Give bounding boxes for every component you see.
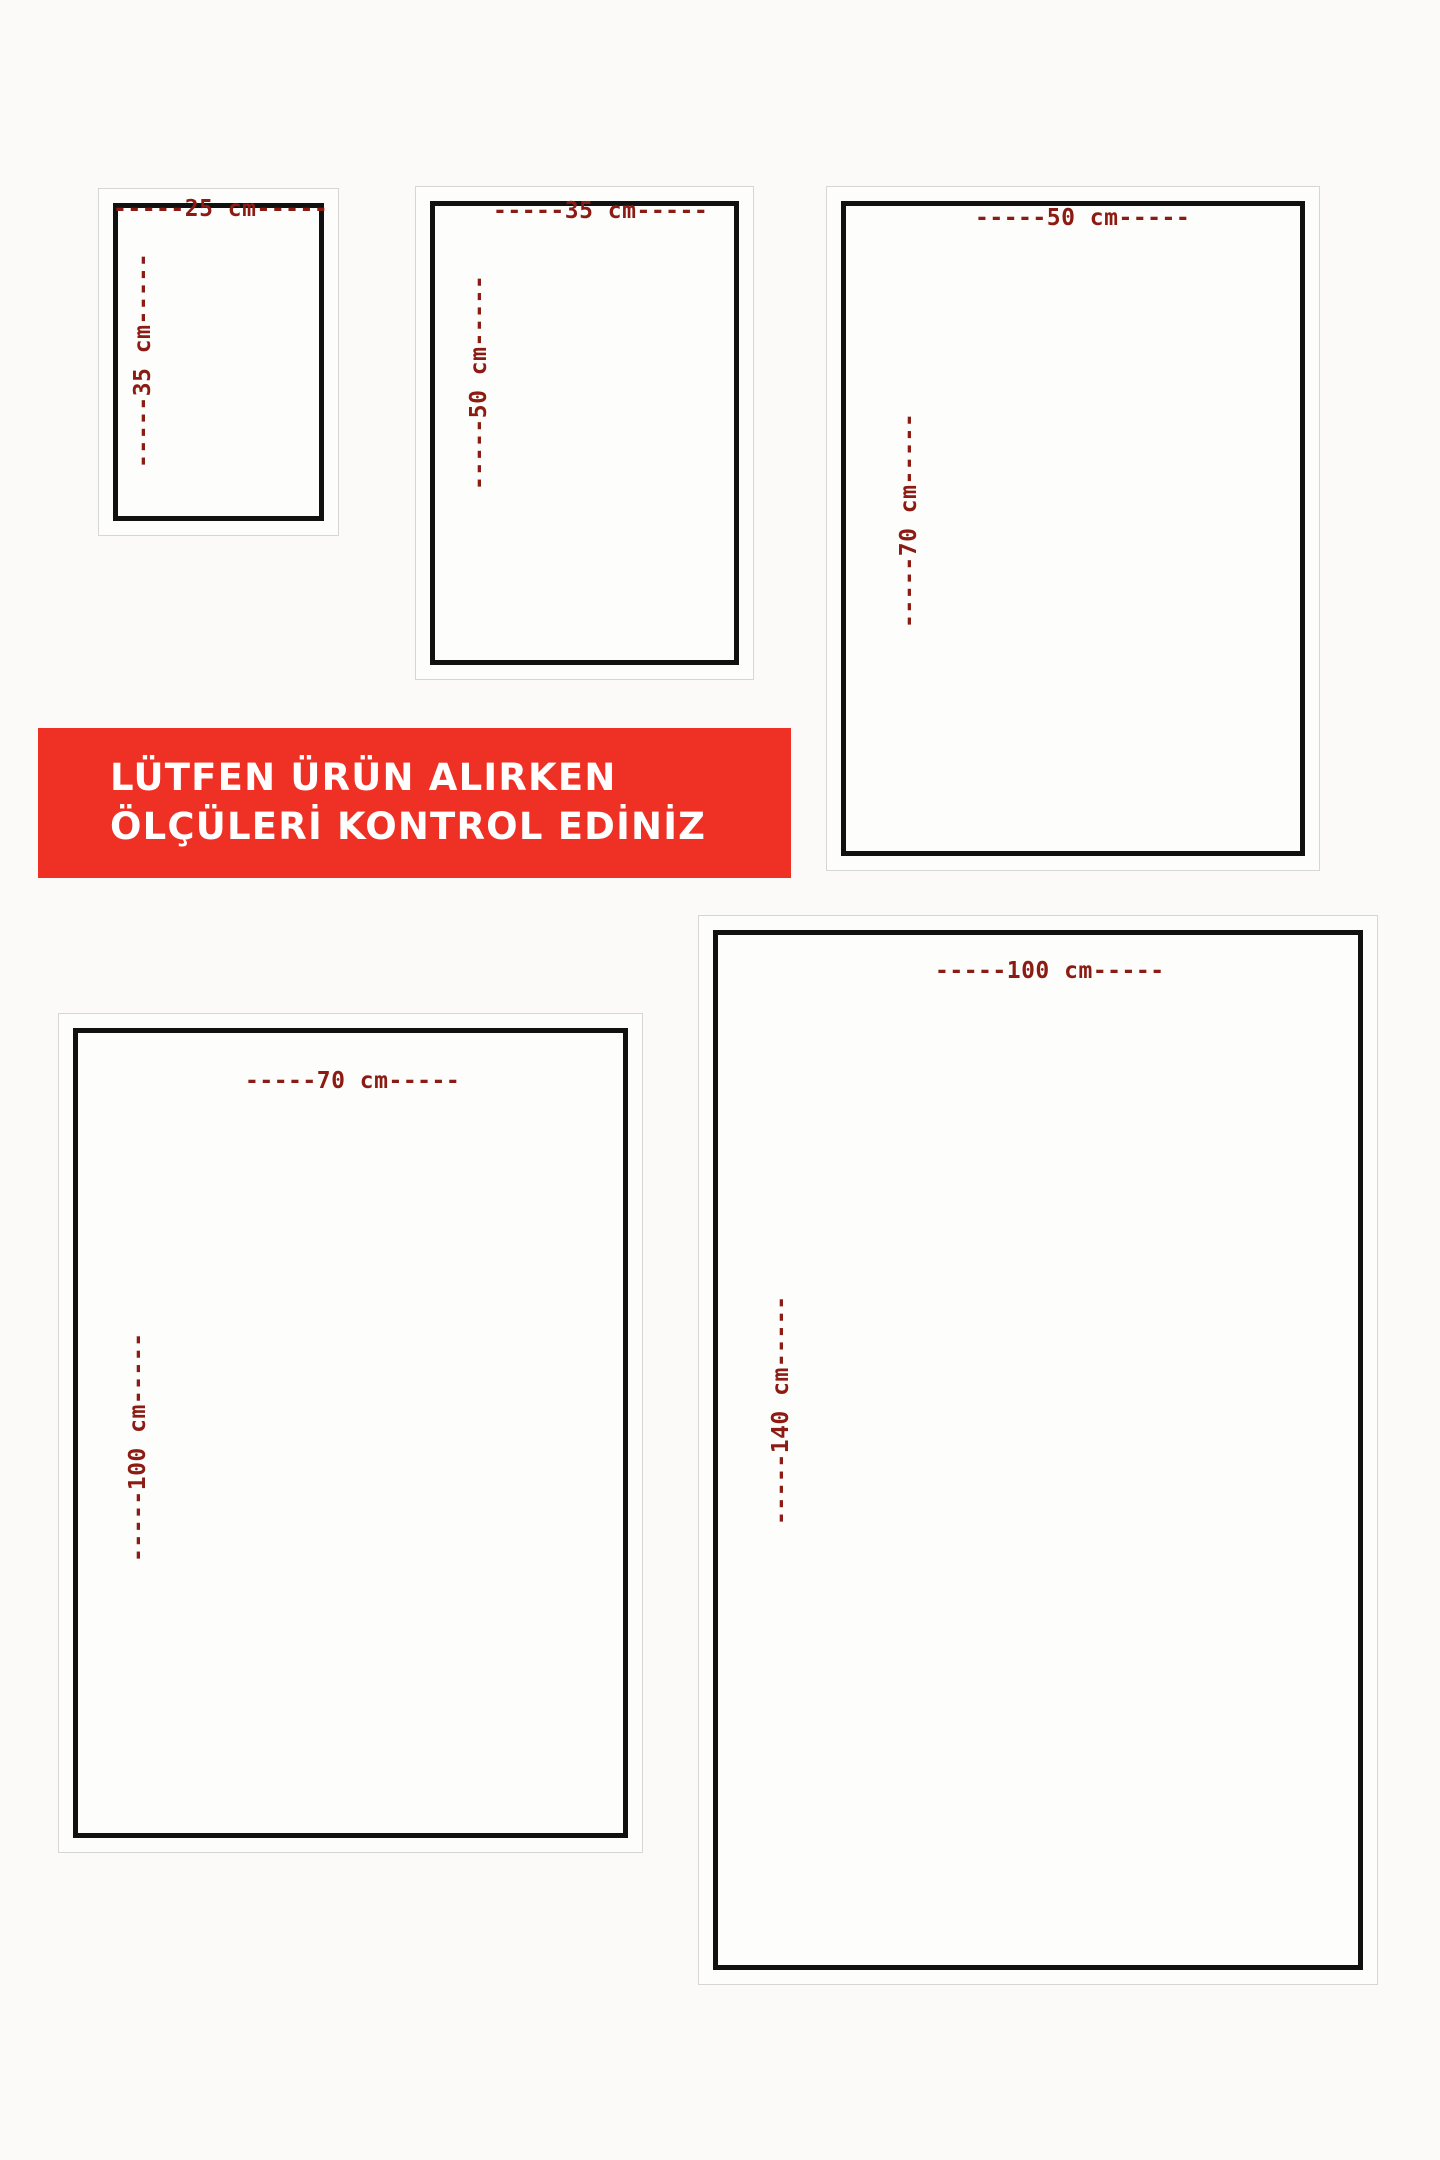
- warning-line-2: ÖLÇÜLERİ KONTROL EDİNİZ: [110, 805, 707, 848]
- frame-70x100-width-label: -----70 cm-----: [245, 1068, 461, 1094]
- frame-25x35-width-label: -----25 cm-----: [113, 196, 329, 222]
- frame-50x70-width-label: -----50 cm-----: [975, 205, 1191, 231]
- frame-35x50-width-label: -----35 cm-----: [493, 198, 709, 224]
- frame-100x140-height-label: -----140 cm-----: [768, 1295, 794, 1525]
- frame-100x140-width-label: -----100 cm-----: [935, 958, 1165, 984]
- frame-100x140-inner: [713, 930, 1363, 1970]
- frame-25x35-height-label: -----35 cm-----: [130, 252, 156, 468]
- frame-70x100-inner: [73, 1028, 628, 1838]
- frame-50x70-height-label: -----70 cm-----: [896, 412, 922, 628]
- warning-line-1: LÜTFEN ÜRÜN ALIRKEN: [110, 756, 617, 800]
- warning-banner: [38, 728, 791, 878]
- frame-70x100-height-label: -----100 cm-----: [125, 1332, 151, 1562]
- frame-100x140: [698, 915, 1378, 1985]
- frame-35x50-height-label: -----50 cm-----: [466, 274, 492, 490]
